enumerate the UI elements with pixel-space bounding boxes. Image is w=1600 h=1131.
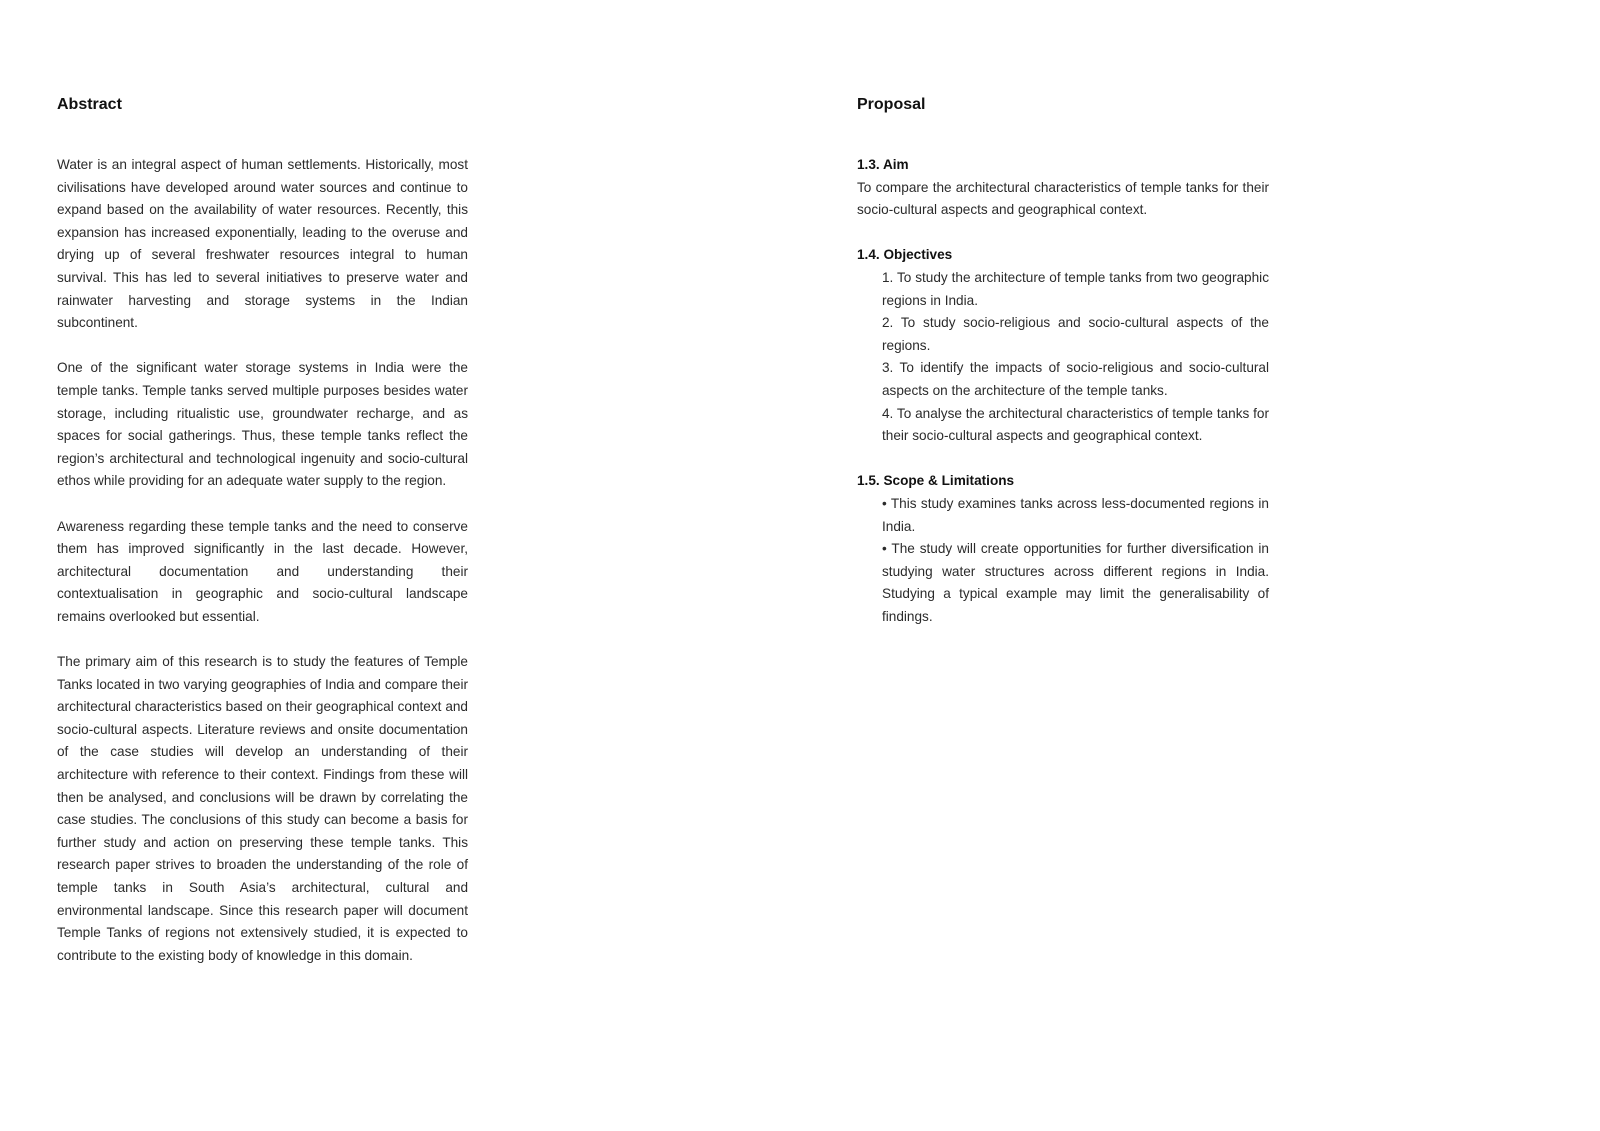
objective-item-1: 1. To study the architecture of temple tanks from two geographic regions in India. — [882, 269, 1269, 308]
scope-heading: 1.5. Scope & Limitations — [857, 473, 1015, 489]
aim-text: To compare the architectural characteristics of temple tanks for their socio-cultural aspects and geographical context. — [857, 179, 1269, 218]
abstract-paragraph-3: Awareness regarding these temple tanks and the need to conserve them has improved significantly in the last decade. However, architectural documentation and understanding their contextualisation in geographic and socio-cultural landscape remains overlooked but essential. — [57, 518, 468, 624]
abstract-heading: Abstract — [57, 96, 122, 113]
scope-section — [857, 470, 1269, 628]
aim-section — [857, 154, 1269, 222]
objectives-list — [882, 267, 1269, 448]
proposal-heading: Proposal — [857, 96, 926, 113]
objective-item-4: 4. To analyse the architectural characteristics of temple tanks for their socio-cultural aspects and geographical context. — [882, 405, 1269, 444]
objective-item-2: 2. To study socio-religious and socio-cultural aspects of the regions. — [882, 315, 1269, 353]
abstract-paragraph-1: Water is an integral aspect of human settlements. Historically, most civilisations have developed around water sources and continue to expand based on the availability of water resources. Recently, this expansion has increased exponentially, leading to the overuse and drying up of several freshwater resources integral to human survival. This has led to several initiatives to preserve water and rainwater harvesting and storage systems in the Indian subcontinent. — [57, 157, 468, 331]
scope-list — [882, 493, 1269, 629]
abstract-paragraph-2: One of the significant water storage systems in India were the temple tanks. Temple tanks served multiple purposes besides water storage, including ritualistic use, groundwater recharge, and as spaces for social gatherings. Thus, these temple tanks reflect the region’s architectural and technological ingenuity and socio-cultural ethos while providing for an adequate water supply to the region. — [57, 360, 468, 489]
proposal-body — [857, 154, 1269, 651]
objectives-section — [857, 244, 1269, 447]
abstract-paragraph-4: The primary aim of this research is to study the features of Temple Tanks located in two varying geographies of India and compare their architectural characteristics based on their geographical context and socio-cultural aspects. Literature reviews and onsite documentation of the case studies will develop an understanding of their architecture with reference to their context. Findings from these will then be analysed, and conclusions will be drawn by correlating the case studies. The conclusions of this study can become a basis for further study and action on preserving these temple tanks. This research paper strives to broaden the understanding of the role of temple tanks in South Asia’s architectural, cultural and environmental landscape. Since this research paper will document Temple Tanks of regions not extensively studied, it is expected to contribute to the existing body of knowledge in this domain. — [57, 654, 468, 963]
objectives-heading: 1.4. Objectives — [857, 247, 953, 263]
abstract-body — [57, 154, 468, 990]
objective-item-3: 3. To identify the impacts of socio-religious and socio-cultural aspects on the architecture of the temple tanks. — [882, 360, 1269, 398]
aim-heading: 1.3. Aim — [857, 157, 909, 172]
scope-item-1: • This study examines tanks across less-documented regions in India. — [882, 495, 1269, 534]
scope-item-2: • The study will create opportunities for further diversification in studying water structures across different regions in India. Studying a typical example may limit the generalisability of findings. — [882, 541, 1269, 624]
